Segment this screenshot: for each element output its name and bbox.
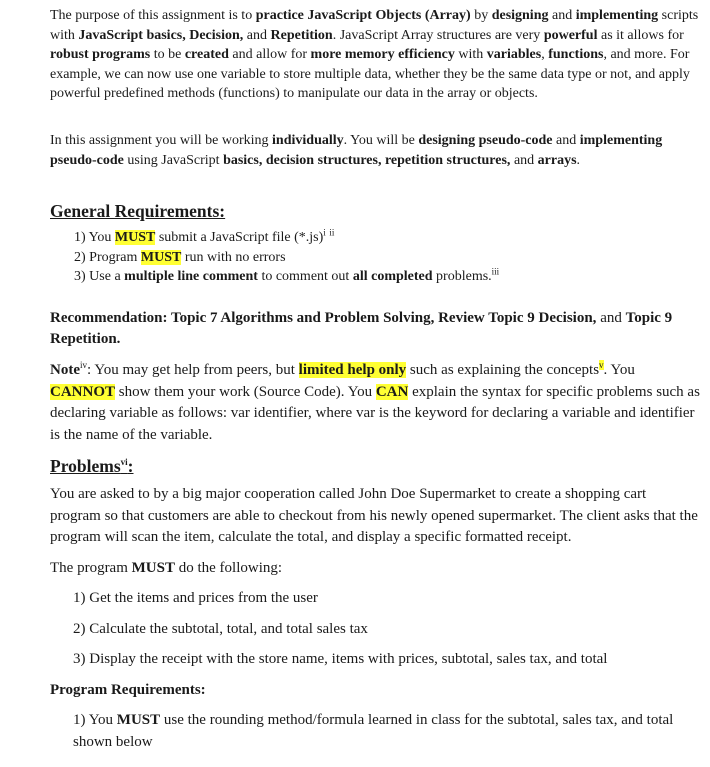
list-item: 1) Get the items and prices from the user — [73, 590, 318, 606]
program-requirements-heading: Program Requirements: — [50, 682, 206, 698]
individual-work-paragraph: In this assignment you will be working individually. You will be designing pseudo-code and implementing pseudo-code using JavaScript basics, decision structures, repetition structures, and arrays. — [50, 133, 663, 168]
list-item: 2) Program MUST run with no errors — [74, 249, 286, 265]
list-item: 2) Calculate the subtotal, total, and total sales tax — [73, 621, 368, 637]
general-requirements-list — [50, 228, 700, 287]
recommendation-paragraph: Recommendation: Topic 7 Algorithms and Problem Solving, Review Topic 9 Decision, and Topic 9 Repetition. — [50, 310, 673, 347]
general-requirements-heading: General Requirements: — [50, 201, 226, 221]
list-item: 3) Use a multiple line comment to comment out all completed problems.$^{iii}$ — [74, 266, 500, 284]
program-must-line: The program MUST do the following: — [50, 560, 283, 576]
list-item: 3) Display the receipt with the store name, items with prices, subtotal, sales tax, and total — [73, 651, 608, 667]
list-item: 1) You MUST submit a JavaScript file $(*.js)^i$ $^{ii}$ — [74, 227, 335, 245]
intro-paragraph: The purpose of this assignment is to practice JavaScript Objects (Array) by designing and implementing scripts with JavaScript basics, Decision, and Repetition. JavaScript Array structures are very powerful as it allows for robust programs to be created and allow for more memory efficiency with variables, functions, and more. For example, we can now use one variable to store multiple data, whether they be the same data type or not, and apply powerful predefined methods (functions) to manipulate our data in the array or objects. — [50, 8, 699, 101]
problem-description: You are asked to by a big major cooperation called John Doe Supermarket to create a shopping cart program so that customers are able to checkout from his newly opened supermarket. The client asks that the program will scan the item, calculate the total, and display a specific formatted receipt. — [50, 486, 698, 545]
list-item: 1) You MUST use the rounding method/formula learned in class for the subtotal, sales tax, and total shown below — [73, 712, 674, 750]
note-paragraph: Note$^{iv}$: You may get help from peers, but limited help only such as explaining the concepts$^v$. You CANNOT show them your work (Source Code). You CAN explain the syntax for specific problems such as declaring variable as follows: var identifier, where var is the keyword for declaring a variable and identifier is the name of the variable. — [50, 360, 700, 443]
problems-heading: Problems$^{vi}$: — [50, 456, 134, 476]
